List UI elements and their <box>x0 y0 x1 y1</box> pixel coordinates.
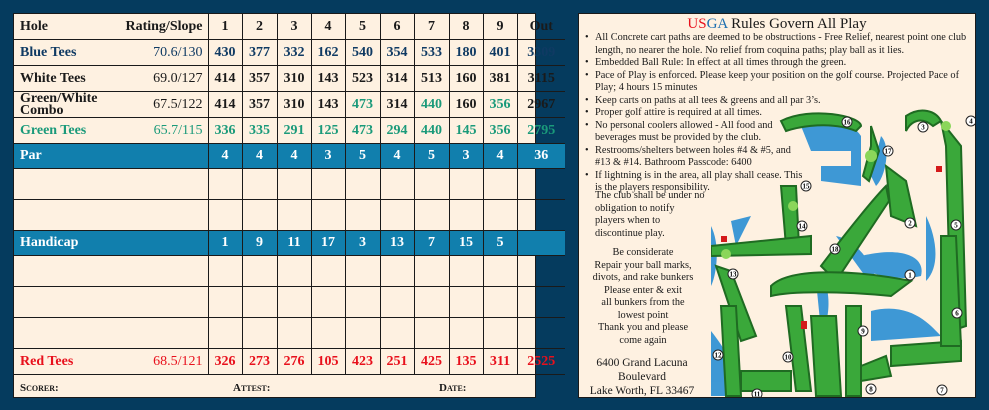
yardage: 423 <box>345 349 380 375</box>
rating-slope: 69.0/127 <box>112 66 208 92</box>
score-cell[interactable] <box>242 200 277 231</box>
hole-marker-18-icon <box>830 244 840 254</box>
score-cell[interactable] <box>414 287 449 318</box>
considerate-note <box>583 247 703 347</box>
score-row[interactable] <box>14 287 565 318</box>
rules-list <box>579 32 975 195</box>
par-value: 4 <box>208 144 242 169</box>
svg-text:4: 4 <box>969 117 973 126</box>
scorecard <box>13 13 556 398</box>
score-cell[interactable] <box>449 256 483 287</box>
out-total: 2525 <box>517 349 565 375</box>
yardage: 430 <box>208 40 242 66</box>
hole-number: 8 <box>449 14 483 40</box>
yardage: 310 <box>277 92 311 118</box>
svg-text:18: 18 <box>831 245 839 254</box>
handicap-value: 3 <box>345 231 380 256</box>
usga-us: US <box>687 16 707 32</box>
hole-marker-8-icon <box>866 384 876 394</box>
yardage: 291 <box>277 118 311 144</box>
score-cell[interactable] <box>380 287 414 318</box>
yardage: 473 <box>345 92 380 118</box>
rating-slope: 68.5/121 <box>112 349 208 375</box>
score-cell[interactable] <box>414 318 449 349</box>
svg-text:16: 16 <box>843 118 851 127</box>
yardage: 125 <box>311 118 345 144</box>
player-name-cell[interactable] <box>14 287 208 318</box>
rule-item: • Restrooms/shelters between holes #4 & #5, and #13 & #14. Bathroom Passcode: 6400 <box>595 145 805 170</box>
yardage: 336 <box>208 118 242 144</box>
clubhouse-icon <box>801 321 807 329</box>
yardage: 314 <box>380 66 414 92</box>
score-out-cell[interactable] <box>517 287 565 318</box>
svg-text:9: 9 <box>861 327 865 336</box>
svg-text:1: 1 <box>908 271 912 280</box>
score-cell[interactable] <box>380 318 414 349</box>
score-cell[interactable] <box>345 287 380 318</box>
yardage: 143 <box>311 92 345 118</box>
yardage: 440 <box>414 118 449 144</box>
hole-marker-7-icon <box>937 385 947 395</box>
score-cell[interactable] <box>414 169 449 200</box>
yardage: 440 <box>414 92 449 118</box>
hole-header: Hole <box>14 14 112 40</box>
score-cell[interactable] <box>345 318 380 349</box>
yardage: 294 <box>380 118 414 144</box>
yardage: 311 <box>483 349 517 375</box>
green-tees-row <box>14 118 565 144</box>
svg-text:7: 7 <box>940 386 944 395</box>
hole-number: 1 <box>208 14 242 40</box>
yardage: 357 <box>242 66 277 92</box>
hole-marker-10-icon <box>783 352 793 362</box>
svg-text:6: 6 <box>955 309 959 318</box>
tee-label: Blue Tees <box>14 40 112 66</box>
header-row <box>14 14 565 40</box>
rule-item: • Embedded Ball Rule: In effect at all times through the green. <box>595 57 975 70</box>
tee-label <box>14 92 112 118</box>
hole-number: 3 <box>277 14 311 40</box>
score-cell[interactable] <box>277 318 311 349</box>
out-total: 2967 <box>517 92 565 118</box>
address <box>579 356 705 398</box>
considerate-line: come again <box>619 334 667 346</box>
score-cell[interactable] <box>277 200 311 231</box>
hole-number: 6 <box>380 14 414 40</box>
par-value: 5 <box>345 144 380 169</box>
score-cell[interactable] <box>345 200 380 231</box>
score-row[interactable] <box>14 169 565 200</box>
yardage: 523 <box>345 66 380 92</box>
score-row[interactable] <box>14 200 565 231</box>
date-label: Date: <box>439 382 467 394</box>
rating-slope-header: Rating/Slope <box>112 14 208 40</box>
yardage: 162 <box>311 40 345 66</box>
tee-label-line1: Green/White <box>20 91 98 106</box>
svg-text:11: 11 <box>753 390 761 398</box>
par-value: 4 <box>483 144 517 169</box>
score-out-cell[interactable] <box>517 318 565 349</box>
score-cell[interactable] <box>345 169 380 200</box>
lightning-note: The club shall be under no obligation to notify players when to discontinue play. <box>595 190 705 239</box>
score-cell[interactable] <box>242 169 277 200</box>
blue-tees-row <box>14 40 565 66</box>
par-value: 4 <box>380 144 414 169</box>
score-cell[interactable] <box>242 318 277 349</box>
yardage: 401 <box>483 40 517 66</box>
rules-panel <box>578 13 976 398</box>
yardage: 160 <box>449 92 483 118</box>
hole-marker-12-icon <box>713 350 723 360</box>
score-cell[interactable] <box>483 318 517 349</box>
svg-text:10: 10 <box>784 353 792 362</box>
par-value: 4 <box>242 144 277 169</box>
yardage: 356 <box>483 92 517 118</box>
considerate-line: divots, and rake bunkers <box>592 272 694 283</box>
score-cell[interactable] <box>449 169 483 200</box>
yardage: 414 <box>208 92 242 118</box>
par-value: 3 <box>449 144 483 169</box>
yardage: 381 <box>483 66 517 92</box>
svg-text:14: 14 <box>798 222 806 231</box>
considerate-line: Thank you and please <box>597 322 689 333</box>
handicap-value: 17 <box>311 231 345 256</box>
score-cell[interactable] <box>311 200 345 231</box>
hole-number: 5 <box>345 14 380 40</box>
handicap-value: 5 <box>483 231 517 256</box>
par-out: 36 <box>517 144 565 169</box>
player-name-cell[interactable] <box>14 169 208 200</box>
yardage: 332 <box>277 40 311 66</box>
score-cell[interactable] <box>277 169 311 200</box>
rating-slope: 65.7/115 <box>112 118 208 144</box>
hole-marker-9-icon <box>858 326 868 336</box>
rule-item: • Keep carts on paths at all tees & greens and all par 3’s. <box>595 95 845 108</box>
white-tees-row <box>14 66 565 92</box>
score-cell[interactable] <box>311 287 345 318</box>
signature-footer <box>14 369 535 397</box>
considerate-line: lowest point <box>617 309 669 321</box>
tee-label: Red Tees <box>14 349 112 375</box>
score-cell[interactable] <box>414 200 449 231</box>
score-cell[interactable] <box>208 318 242 349</box>
out-total: 3309 <box>517 40 565 66</box>
hole-marker-1-icon <box>905 270 915 280</box>
out-total: 2795 <box>517 118 565 144</box>
yardage: 180 <box>449 40 483 66</box>
yardage: 473 <box>345 118 380 144</box>
tee-label: White Tees <box>14 66 112 92</box>
score-cell[interactable] <box>483 256 517 287</box>
hole-marker-5-icon <box>951 220 961 230</box>
hole-number: 9 <box>483 14 517 40</box>
yardage: 135 <box>449 349 483 375</box>
rule-item: • No personal coolers allowed - All food and beverages must be provided by the club. <box>595 120 805 145</box>
yardage: 533 <box>414 40 449 66</box>
hole-marker-13-icon <box>728 269 738 279</box>
rating-slope: 70.6/130 <box>112 40 208 66</box>
yardage: 160 <box>449 66 483 92</box>
par-label: Par <box>14 144 208 169</box>
par-value: 5 <box>414 144 449 169</box>
handicap-value: 13 <box>380 231 414 256</box>
hole-marker-2-icon <box>905 218 915 228</box>
hole-marker-14-icon <box>797 221 807 231</box>
rules-title-text: Rules Govern All Play <box>727 16 867 32</box>
hole-marker-6-icon <box>952 308 962 318</box>
rules-title <box>579 16 975 32</box>
handicap-value: 1 <box>208 231 242 256</box>
yardage: 356 <box>483 118 517 144</box>
yardage: 310 <box>277 66 311 92</box>
score-cell[interactable] <box>449 287 483 318</box>
score-row[interactable] <box>14 318 565 349</box>
out-total: 3115 <box>517 66 565 92</box>
score-cell[interactable] <box>208 256 242 287</box>
yardage: 335 <box>242 118 277 144</box>
yardage: 357 <box>242 92 277 118</box>
svg-text:15: 15 <box>802 182 810 191</box>
handicap-out <box>517 231 565 256</box>
player-name-cell[interactable] <box>14 318 208 349</box>
address-line: 6400 Grand Lacuna <box>596 357 688 369</box>
par-row <box>14 144 565 169</box>
yardage: 425 <box>414 349 449 375</box>
yardage: 145 <box>449 118 483 144</box>
player-name-cell[interactable] <box>14 256 208 287</box>
address-line: Lake Worth, FL 33467 <box>589 385 695 397</box>
rule-item: • If lightning is in the area, all play shall cease. This is the players responsibility. <box>595 170 805 195</box>
score-cell[interactable] <box>311 318 345 349</box>
handicap-label: Handicap <box>14 231 208 256</box>
hole-number: 2 <box>242 14 277 40</box>
svg-text:2: 2 <box>908 219 912 228</box>
score-cell[interactable] <box>380 200 414 231</box>
score-cell[interactable] <box>345 256 380 287</box>
score-cell[interactable] <box>449 318 483 349</box>
svg-text:5: 5 <box>954 221 958 230</box>
score-cell[interactable] <box>208 287 242 318</box>
out-header: Out <box>517 14 565 40</box>
rule-item: • All Concrete cart paths are deemed to be obstructions - Free Relief, nearest point one club length, no nearer the hole. No relief from coquina paths; play ball as it lies. <box>595 32 975 57</box>
yardage: 326 <box>208 349 242 375</box>
hole-number: 7 <box>414 14 449 40</box>
par-value: 3 <box>311 144 345 169</box>
score-row[interactable] <box>14 256 565 287</box>
score-cell[interactable] <box>242 287 277 318</box>
yardage: 513 <box>414 66 449 92</box>
score-cell[interactable] <box>208 200 242 231</box>
address-line: Boulevard <box>618 371 666 383</box>
handicap-value: 9 <box>242 231 277 256</box>
score-cell[interactable] <box>483 200 517 231</box>
yardage: 273 <box>242 349 277 375</box>
handicap-row <box>14 231 565 256</box>
score-cell[interactable] <box>449 200 483 231</box>
yardage: 276 <box>277 349 311 375</box>
tee-label: Green Tees <box>14 118 112 144</box>
yardage: 105 <box>311 349 345 375</box>
score-cell[interactable] <box>483 169 517 200</box>
score-cell[interactable] <box>277 256 311 287</box>
svg-text:17: 17 <box>884 147 892 156</box>
yardage: 414 <box>208 66 242 92</box>
combo-tees-row <box>14 92 565 118</box>
handicap-value: 11 <box>277 231 311 256</box>
considerate-line: Please enter & exit <box>603 284 683 296</box>
score-cell[interactable] <box>380 169 414 200</box>
usga-ga: GA <box>706 16 728 32</box>
score-cell[interactable] <box>483 287 517 318</box>
yardage: 314 <box>380 92 414 118</box>
yardage: 143 <box>311 66 345 92</box>
rule-item: • Pace of Play is enforced. Please keep your position on the golf course. Projected Pace of Play; 4 hours 15 minutes <box>595 70 975 95</box>
restroom-marker-icon <box>721 236 727 242</box>
svg-text:12: 12 <box>714 351 722 360</box>
score-cell[interactable] <box>242 256 277 287</box>
score-cell[interactable] <box>311 256 345 287</box>
score-out-cell[interactable] <box>517 169 565 200</box>
rule-item: • Proper golf attire is required at all times. <box>595 107 805 120</box>
yardage: 377 <box>242 40 277 66</box>
hole-marker-11-icon <box>752 389 762 398</box>
handicap-value: 15 <box>449 231 483 256</box>
score-out-cell[interactable] <box>517 200 565 231</box>
hole-number: 4 <box>311 14 345 40</box>
considerate-line: Be considerate <box>612 247 674 258</box>
considerate-line: Repair your ball marks, <box>594 259 692 271</box>
yardage: 540 <box>345 40 380 66</box>
considerate-line: all bunkers from the <box>601 297 685 308</box>
svg-text:13: 13 <box>729 270 737 279</box>
yardage: 251 <box>380 349 414 375</box>
scorer-label: Scorer: <box>20 382 59 394</box>
par-value: 4 <box>277 144 311 169</box>
scorecard-table <box>14 14 565 375</box>
score-cell[interactable] <box>414 256 449 287</box>
score-cell[interactable] <box>380 256 414 287</box>
score-cell[interactable] <box>208 169 242 200</box>
handicap-value: 7 <box>414 231 449 256</box>
player-name-cell[interactable] <box>14 200 208 231</box>
svg-text:3: 3 <box>921 123 925 132</box>
attest-label: Attest: <box>233 382 271 394</box>
svg-text:8: 8 <box>869 385 873 394</box>
yardage: 354 <box>380 40 414 66</box>
score-cell[interactable] <box>311 169 345 200</box>
score-cell[interactable] <box>277 287 311 318</box>
tee-label-line2: Combo <box>20 102 64 118</box>
rating-slope: 67.5/122 <box>112 92 208 118</box>
score-out-cell[interactable] <box>517 256 565 287</box>
